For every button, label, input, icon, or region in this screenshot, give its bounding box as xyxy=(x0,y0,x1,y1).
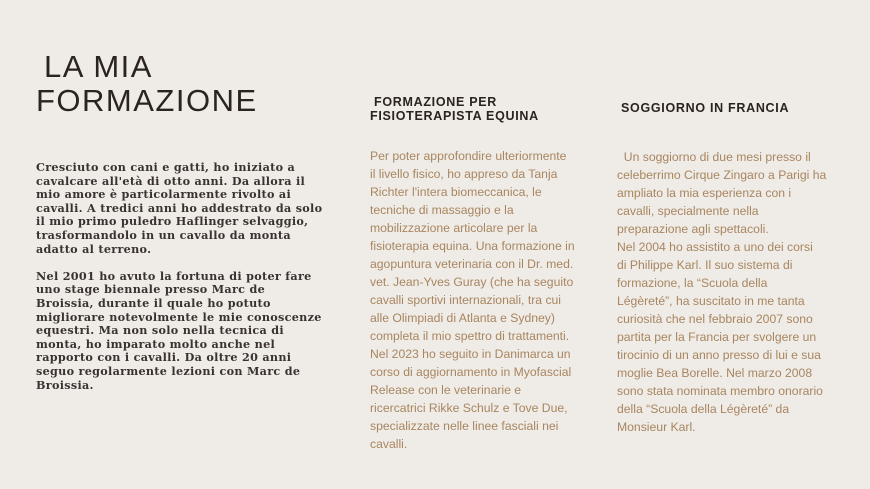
france-line: di Philippe Karl. Il suo sistema di xyxy=(617,258,793,272)
france-line: sono stata nominata membro onorario xyxy=(617,384,823,398)
physio-line: Per poter approfondire ulteriormente xyxy=(370,149,567,163)
physio-line: ricercatrici Rikke Schulz e Tove Due, xyxy=(370,401,568,415)
intro-paragraph-1: Cresciuto con cani e gatti, ho iniziato a cavalcare all'età di otto anni. Da allora il mio amore è particolarmente rivolto ai cavalli. A tredici anni ho addestrato da solo il mio primo puledro Haflinger selvaggio, trasformandolo in un cavallo da monta adatto al terreno. xyxy=(36,160,323,256)
physio-line: completa il mio spettro di trattamenti. xyxy=(370,329,570,343)
france-line: Légèreté”, ha suscitato in me tanta xyxy=(617,294,805,308)
physio-line: Release con le veterinarie e xyxy=(370,383,522,397)
france-line: cavalli, specialmente nella xyxy=(617,204,759,218)
physio-line: tecniche di massaggio e la xyxy=(370,203,514,217)
physio-line: il livello fisico, ho appreso da Tanja xyxy=(370,167,558,181)
intro-column xyxy=(36,161,326,392)
physio-line: Nel 2023 ho seguito in Danimarca un xyxy=(370,347,571,361)
france-line: ampliato la mia esperienza con i xyxy=(617,186,792,200)
france-line: moglie Bea Borelle. Nel marzo 2008 xyxy=(617,366,813,380)
physio-heading xyxy=(370,95,570,123)
page-title xyxy=(36,50,258,118)
physio-line: Richter l'intera biomeccanica, le xyxy=(370,185,542,199)
france-line: formazione, la “Scuola della xyxy=(617,276,768,290)
france-line: della “Scuola della Légèreté” da xyxy=(617,402,790,416)
physio-line: specializzate nelle linee fasciali nei xyxy=(370,419,559,433)
physio-heading-line-2: FISIOTERAPISTA EQUINA xyxy=(370,109,539,123)
physio-line: agopuntura veterinaria con il Dr. med. xyxy=(370,257,574,271)
intro-paragraph-2: Nel 2001 ho avuto la fortuna di poter fare uno stage biennale presso Marc de Broissia, durante il quale ho potuto migliorare notevolmente le mie conoscenze equestri. Ma non solo nella tecnica di monta, ho imparato molto anche nel rapporto con i cavalli. Da oltre 20 anni seguo regolarmente lezioni con Marc de Broissia. xyxy=(36,268,322,392)
france-line: celeberrimo Cirque Zingaro a Parigi ha xyxy=(617,168,827,182)
france-line: curiosità che nel febbraio 2007 sono xyxy=(617,312,813,326)
physio-body xyxy=(370,147,600,453)
physio-line: alle Olimpiadi di Atlanta e Sydney) xyxy=(370,311,555,325)
title-line-2: FORMAZIONE xyxy=(36,83,258,118)
physio-line: vet. Jean-Yves Guray (che ha seguito xyxy=(370,275,574,289)
france-line: tirocinio di un anno presso di lui e sua xyxy=(617,348,821,362)
france-heading: SOGGIORNO IN FRANCIA xyxy=(621,101,790,115)
physio-heading-line-1: FORMAZIONE PER xyxy=(374,95,497,109)
physio-line: fisioterapia equina. Una formazione in xyxy=(370,239,575,253)
physio-line: corso di aggiornamento in Myofascial xyxy=(370,365,572,379)
physio-line: mobilizzazione articolare per la xyxy=(370,221,538,235)
france-line: Un soggiorno di due mesi presso il xyxy=(617,150,811,164)
france-line: partita per la Francia per svolgere un xyxy=(617,330,817,344)
title-line-1: LA MIA xyxy=(44,49,153,84)
physio-line: cavalli. xyxy=(370,437,408,451)
france-line: preparazione agli spettacoli. xyxy=(617,222,769,236)
france-body xyxy=(617,148,857,436)
physio-line: cavalli sportivi internazionali, tra cui xyxy=(370,293,562,307)
france-line: Monsieur Karl. xyxy=(617,420,696,434)
france-line: Nel 2004 ho assistito a uno dei corsi xyxy=(617,240,813,254)
